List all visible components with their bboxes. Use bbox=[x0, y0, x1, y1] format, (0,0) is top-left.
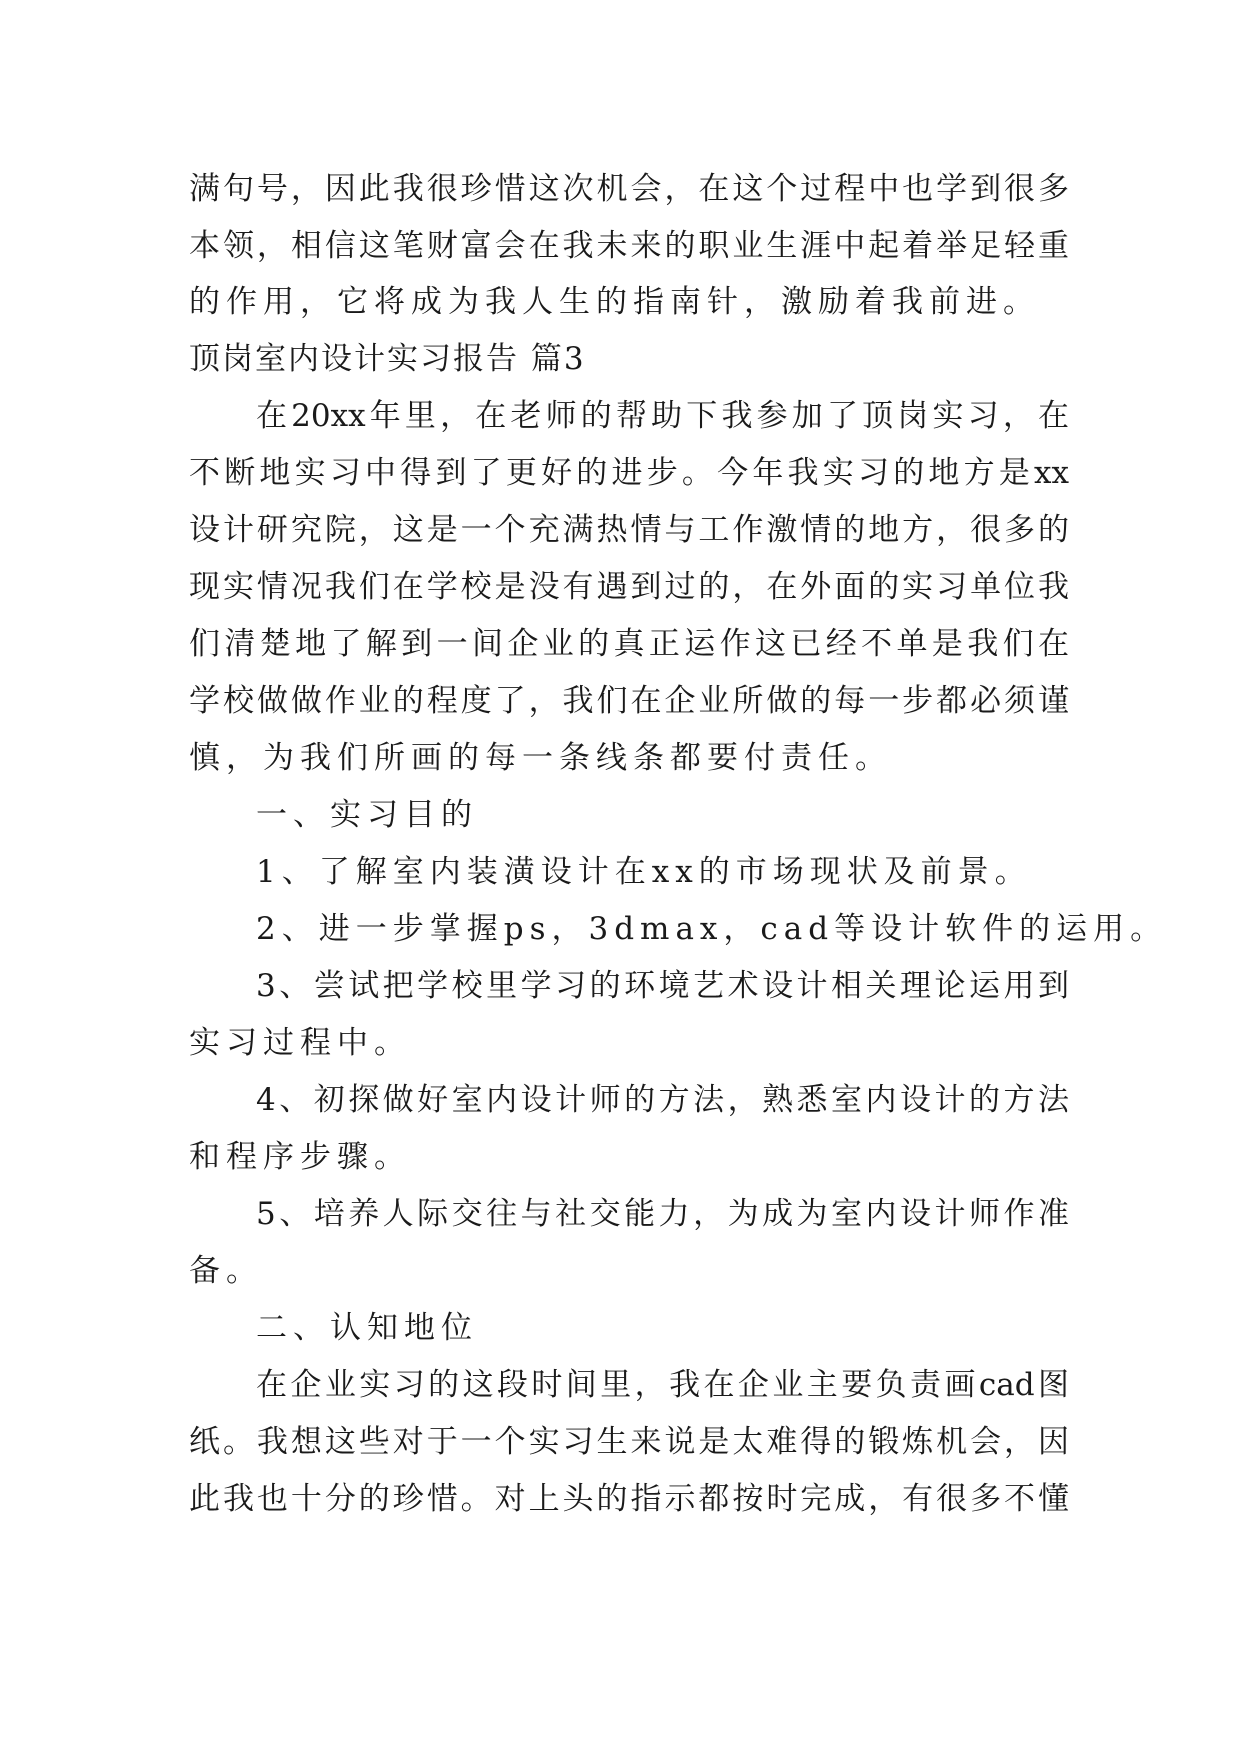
paragraph-first-line: 在企业实习的这段时间里，我在企业主要负责画cad图 bbox=[256, 1367, 1069, 1403]
paragraph-first-line: 在20xx年里，在老师的帮助下我参加了顶岗实习，在 bbox=[256, 398, 1069, 434]
text-line: 们清楚地了解到一间企业的真正运作这已经不单是我们在 bbox=[189, 626, 1069, 662]
text-line: 慎，为我们所画的每一条线条都要付责任。 bbox=[189, 740, 892, 776]
text-line: 的作用，它将成为我人生的指南针，激励着我前进。 bbox=[189, 284, 1040, 320]
text-line: 本领，相信这笔财富会在我未来的职业生涯中起着举足轻重 bbox=[189, 228, 1069, 264]
text-line: 备。 bbox=[189, 1253, 263, 1289]
subheading: 一、实习目的 bbox=[256, 797, 478, 833]
text-line: 现实情况我们在学校是没有遇到过的，在外面的实习单位我 bbox=[189, 569, 1069, 605]
text-line: 设计研究院，这是一个充满热情与工作激情的地方，很多的 bbox=[189, 512, 1069, 548]
text-line: 学校做做作业的程度了，我们在企业所做的每一步都必须谨 bbox=[189, 683, 1069, 719]
text-line: 满句号，因此我很珍惜这次机会，在这个过程中也学到很多 bbox=[189, 171, 1069, 207]
section-heading: 顶岗室内设计实习报告 篇3 bbox=[189, 341, 586, 377]
subheading: 二、认知地位 bbox=[256, 1310, 478, 1346]
text-line: 实习过程中。 bbox=[189, 1025, 411, 1061]
list-item: 3、尝试把学校里学习的环境艺术设计相关理论运用到 bbox=[256, 968, 1069, 1004]
text-line: 此我也十分的珍惜。对上头的指示都按时完成，有很多不懂 bbox=[189, 1481, 1069, 1517]
text-line: 纸。我想这些对于一个实习生来说是太难得的锻炼机会，因 bbox=[189, 1424, 1069, 1460]
list-item: 5、培养人际交往与社交能力，为成为室内设计师作准 bbox=[256, 1196, 1069, 1232]
list-item: 4、初探做好室内设计师的方法，熟悉室内设计的方法 bbox=[256, 1082, 1069, 1118]
text-line: 和程序步骤。 bbox=[189, 1139, 411, 1175]
list-item: 1、了解室内装潢设计在xx的市场现状及前景。 bbox=[256, 854, 1032, 890]
list-item: 2、进一步掌握ps，3dmax，cad等设计软件的运用。 bbox=[256, 911, 1168, 947]
text-line: 不断地实习中得到了更好的进步。今年我实习的地方是xx bbox=[189, 455, 1069, 491]
